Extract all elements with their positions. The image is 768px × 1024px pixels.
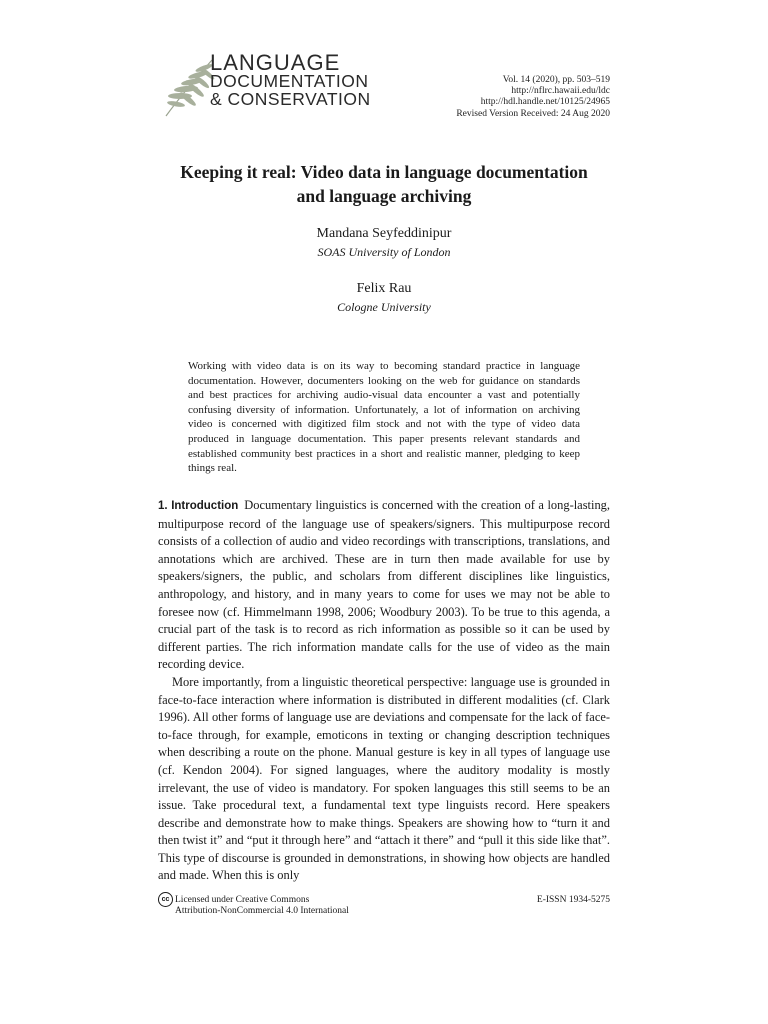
revised-date: Revised Version Received: 24 Aug 2020: [456, 108, 610, 119]
paragraph: More importantly, from a linguistic theoretical perspective: language use is grounded in face-to-face interaction where information is distributed in different modalities (cf. Clark 1996). All other forms of language use are deviations and compensate for the lack of face-to-face through, for example, emoticons in texting or changing description techniques when describing a route on the phone. Manual gesture is key in all types of language use (cf. Kendon 2004). For signed languages, where the auditory modality is mostly irrelevant, the use of video is mandatory. For spoken languages this still seems to be an issue. Take procedural text, a fundamental text type linguists record. Here speakers describe and demonstrate how to make things. Speakers are showing how to “turn it and then twist it” and “put it through here” and “attach it there” and “pull it this side like that”. This type of discourse is grounded in demonstrations, in showing how objects are handled and made. When this is only: [158, 674, 610, 883]
title-line-2: and language archiving: [296, 186, 472, 206]
logo-line-1: LANGUAGE: [210, 50, 341, 75]
paragraph-text: Documentary linguistics is concerned with the creation of a long-lasting, multipurpose record of the language use of speakers/signers. This multipurpose record consists of a collection of audio and video recordings with transcriptions, translations, and annotations which are archived. These are in turn then made available for use by speakers/signers, the public, and scholars from different disciplines like linguistics, anthropology, and history, and in many years to come for uses we may not be able to foresee now (cf. Himmelmann 1998, 2006; Woodbury 2003). To be true to this agenda, a crucial part of the task is to record as rich information as possible so it can be used by different parties. The rich information mandate calls for the use of video as the main recording device.: [158, 498, 610, 672]
author-affiliation: SOAS University of London: [317, 245, 451, 259]
eissn: E-ISSN 1934-5275: [536, 895, 610, 905]
paper-title: [150, 160, 618, 208]
author-name: Felix Rau: [356, 281, 412, 296]
article-body: [158, 497, 610, 885]
author-name: Mandana Seyfeddinipur: [316, 226, 452, 241]
abstract: [188, 359, 580, 476]
paragraph: [158, 497, 610, 674]
volume-pages: Vol. 14 (2020), pp. 503–519: [502, 75, 610, 85]
logo-line-3: & CONSERVATION: [210, 89, 371, 109]
title-line-1: Keeping it real: Video data in language documentation: [180, 162, 588, 182]
abstract-text: Working with video data is on its way to becoming standard practice in language documentation. However, documenters looking on the web for guidance on standards and best practices for archiving audio-visual data encounter a vast and potentially confusing diversity of information. Unfortunately, a lot of information on archiving video is concerned with digitized film stock and not with the type of video data produced in language documentation. This paper presents relevant standards and established community best practices in a short and realistic manner, pledging to keep things real.: [188, 360, 580, 475]
author-affiliation: Cologne University: [337, 300, 431, 314]
section-heading: 1. Introduction: [158, 500, 239, 512]
logo-line-2: DOCUMENTATION: [210, 71, 369, 91]
journal-url[interactable]: http://nflrc.hawaii.edu/ldc: [511, 86, 610, 97]
license-line-2: Attribution-NonCommercial 4.0 International: [175, 906, 349, 916]
handle-url[interactable]: http://hdl.handle.net/10125/24965: [480, 97, 610, 108]
publication-info: [456, 75, 610, 120]
journal-logo: [160, 50, 380, 118]
license-line-1: Licensed under Creative Commons: [175, 895, 310, 905]
license-text: [175, 895, 349, 917]
creative-commons-icon: cc: [158, 892, 173, 907]
